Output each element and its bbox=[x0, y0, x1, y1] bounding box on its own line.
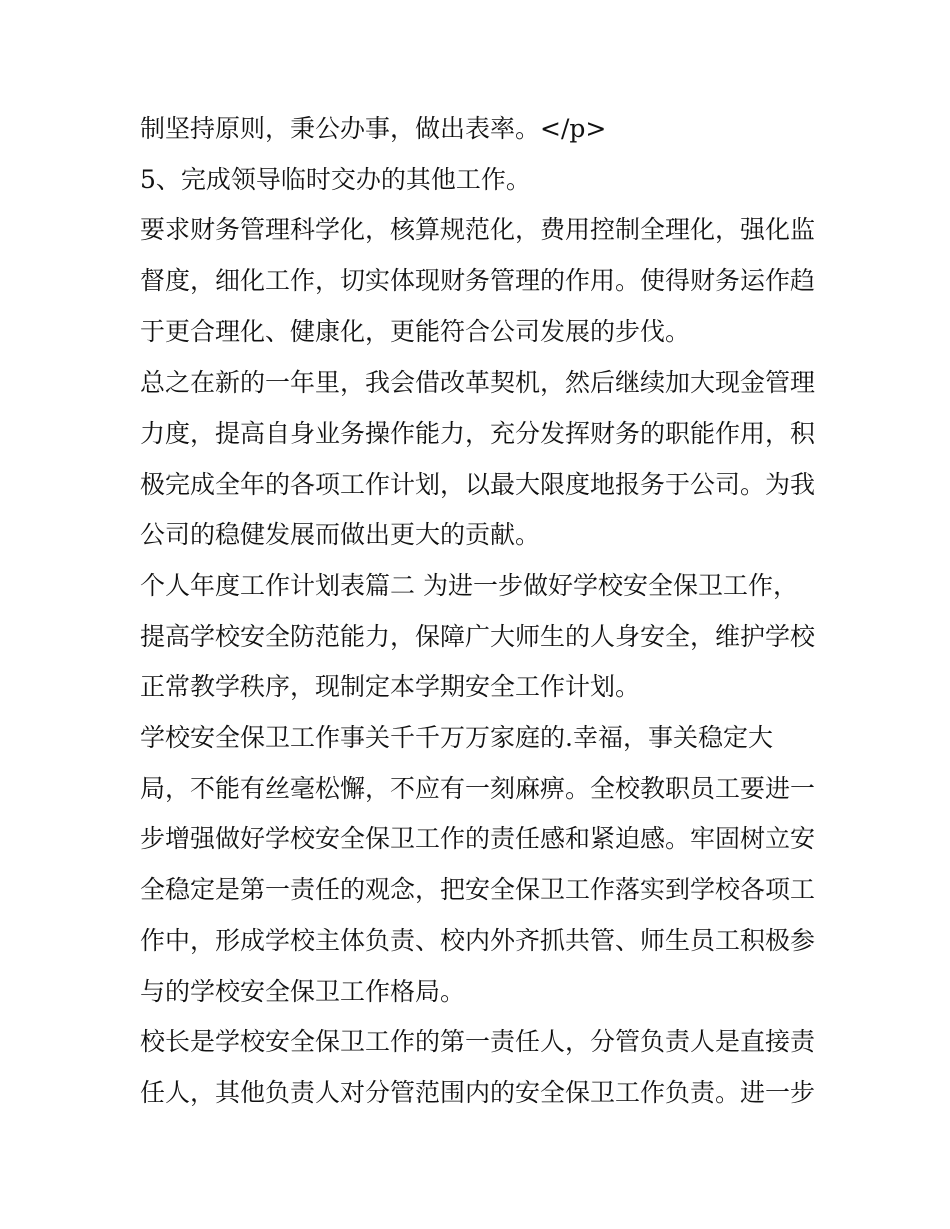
text-line: 局，不能有丝毫松懈，不应有一刻麻痹。全校教职员工要进一 bbox=[140, 774, 816, 803]
text-line: 步增强做好学校安全保卫工作的责任感和紧迫感。牢固树立安 bbox=[140, 824, 816, 853]
text-line: 公司的稳健发展而做出更大的贡献。 bbox=[140, 520, 541, 549]
text-line: 作中，形成学校主体负责、校内外齐抓共管、师生员工积极参 bbox=[140, 926, 816, 955]
text-line: 提高学校安全防范能力，保障广大师生的人身安全，维护学校 bbox=[140, 622, 816, 651]
text-line: 5、完成领导临时交办的其他工作。 bbox=[140, 165, 531, 194]
text-line: 极完成全年的各项工作计划，以最大限度地报务于公司。为我 bbox=[140, 470, 816, 499]
text-line: 要求财务管理科学化，核算规范化，费用控制全理化，强化监 bbox=[140, 215, 816, 244]
text-line: 督度，细化工作，切实体现财务管理的作用。使得财务运作趋 bbox=[140, 266, 816, 295]
text-line: 校长是学校安全保卫工作的第一责任人，分管负责人是直接责 bbox=[140, 1027, 816, 1056]
text-line: 总之在新的一年里，我会借改革契机，然后继续加大现金管理 bbox=[140, 368, 816, 397]
text-line: 与的学校安全保卫工作格局。 bbox=[140, 977, 466, 1006]
text-line: 任人，其他负责人对分管范围内的安全保卫工作负责。进一步 bbox=[140, 1078, 816, 1107]
text-line: 学校安全保卫工作事关千千万万家庭的.幸福，事关稳定大 bbox=[140, 723, 773, 752]
text-line: 个人年度工作计划表篇二 为进一步做好学校安全保卫工作， bbox=[140, 571, 798, 600]
text-line: 于更合理化、健康化，更能符合公司发展的步伐。 bbox=[140, 317, 691, 346]
text-line: 力度，提高自身业务操作能力，充分发挥财务的职能作用，积 bbox=[140, 419, 816, 448]
text-line: 全稳定是第一责任的观念，把安全保卫工作落实到学校各项工 bbox=[140, 875, 816, 904]
text-line: 正常教学秩序，现制定本学期安全工作计划。 bbox=[140, 672, 641, 701]
text-line: 制坚持原则，秉公办事，做出表率。</p> bbox=[140, 114, 607, 143]
